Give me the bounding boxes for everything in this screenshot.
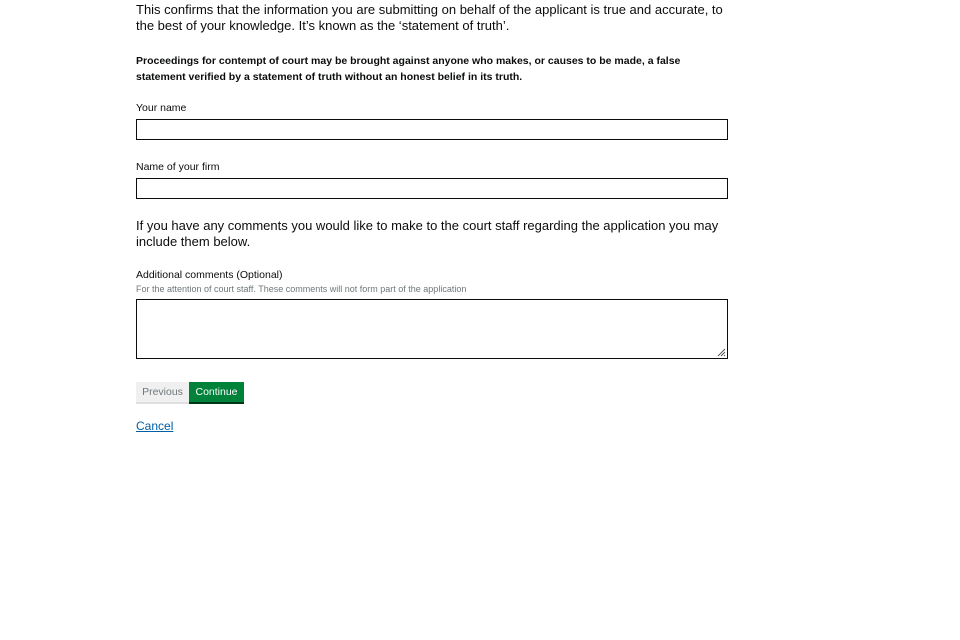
your-name-input[interactable] bbox=[136, 119, 728, 140]
comments-intro-text: If you have any comments you would like to make to the court staff regarding the application you may include them below. bbox=[136, 218, 719, 249]
your-name-label: Your name bbox=[136, 102, 187, 114]
form-buttons bbox=[136, 382, 728, 404]
firm-name-input[interactable] bbox=[136, 178, 728, 199]
statement-intro-text: This confirms that the information you are submitting on behalf of the applicant is true and accurate, to the best of your knowledge. It’s known as the ‘statement of truth’. bbox=[136, 2, 723, 33]
additional-comments-wrapper bbox=[136, 299, 728, 359]
cancel-link[interactable]: Cancel bbox=[136, 419, 174, 433]
additional-comments-label: Additional comments (Optional) bbox=[136, 269, 283, 281]
additional-comments-textarea[interactable] bbox=[136, 299, 728, 359]
continue-button[interactable]: Continue bbox=[189, 382, 244, 404]
resize-grip-icon[interactable] bbox=[717, 348, 726, 357]
firm-name-label: Name of your firm bbox=[136, 161, 220, 173]
previous-button[interactable]: Previous bbox=[136, 382, 189, 404]
statement-of-truth-form bbox=[136, 0, 728, 435]
additional-comments-hint: For the attention of court staff. These comments will not form part of the application bbox=[136, 284, 467, 294]
contempt-warning-text: Proceedings for contempt of court may be brought against anyone who makes, or causes to be made, a false statement verified by a statement of truth without an honest belief in its truth. bbox=[136, 55, 681, 83]
